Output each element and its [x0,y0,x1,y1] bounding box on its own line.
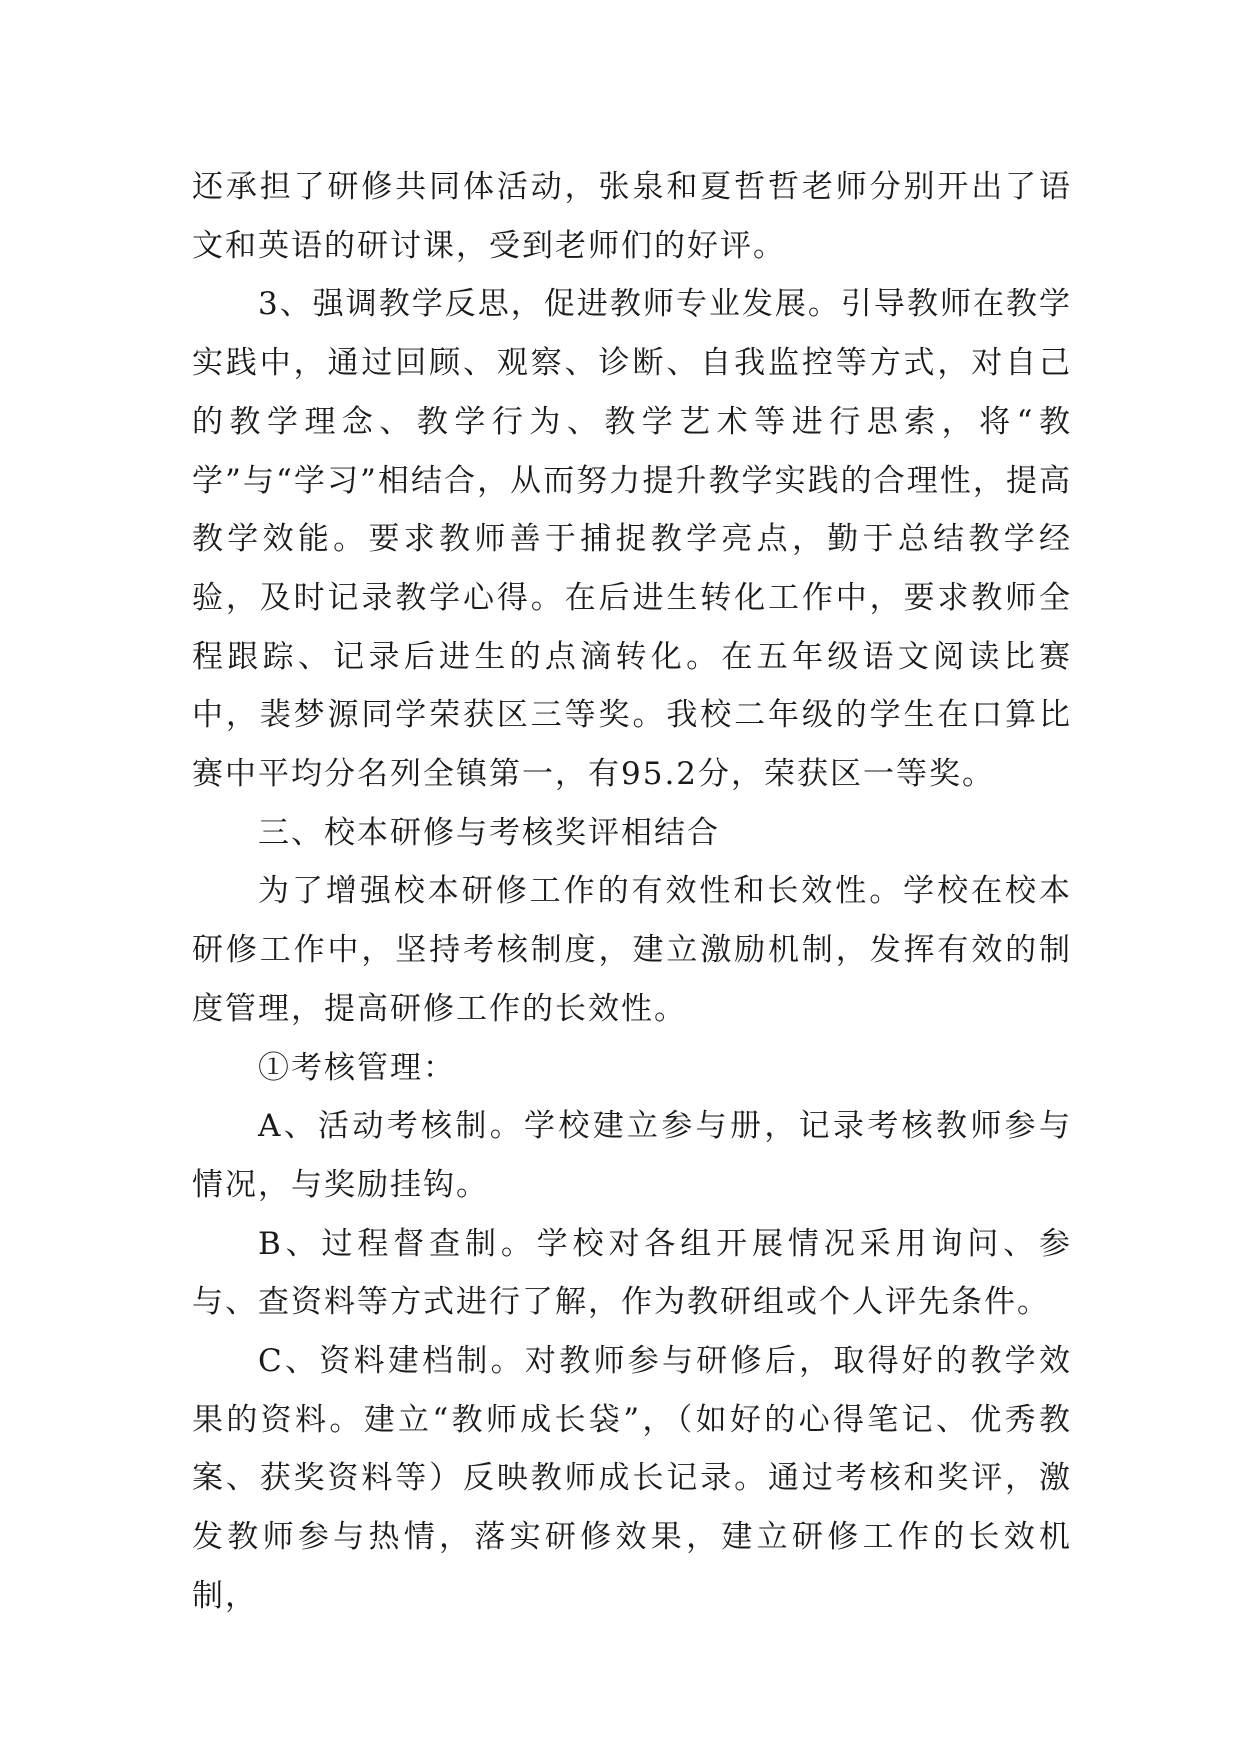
list-item-b: B、过程督查制。学校对各组开展情况采用询问、参与、查资料等方式进行了解，作为教研组或个人评先条件。 [192,1225,1072,1321]
section-heading-assessment: 三、校本研修与考核奖评相结合 [258,814,720,851]
list-item-c: C、资料建档制。对教师参与研修后，取得好的教学效果的资料。建立“教师成长袋”，（如好的心得笔记、优秀教案、获奖资料等）反映教师成长记录。通过考核和奖评，激发教师参与热情，落实研修效果，建立研修工作的长效机制， [192,1343,1072,1614]
paragraph-teaching-reflection: 3、强调教学反思，促进教师专业发展。引导教师在教学实践中，通过回顾、观察、诊断、自我监控等方式，对自己的教学理念、教学行为、教学艺术等进行思索，将“教学”与“学习”相结合，从而努力提升教学实践的合理性，提高教学效能。要求教师善于捕捉教学亮点，勤于总结教学经验，及时记录教学心得。在后进生转化工作中，要求教师全程跟踪、记录后进生的点滴转化。在五年级语文阅读比赛中，裴梦源同学荣获区三等奖。我校二年级的学生在口算比赛中平均分名列全镇第一，有95.2分，荣获区一等奖。 [192,286,1072,793]
paragraph-effectiveness: 为了增强校本研修工作的有效性和长效性。学校在校本研修工作中，坚持考核制度，建立激励机制，发挥有效的制度管理，提高研修工作的长效性。 [192,873,1072,1027]
list-item-a: A、活动考核制。学校建立参与册，记录考核教师参与情况，与奖励挂钩。 [192,1108,1072,1203]
paragraph-continuation: 还承担了研修共同体活动，张泉和夏哲哲老师分别开出了语文和英语的研讨课，受到老师们的好评。 [192,169,1072,264]
document-body [192,158,1072,1626]
list-heading-assessment-management: ①考核管理： [258,1049,456,1086]
